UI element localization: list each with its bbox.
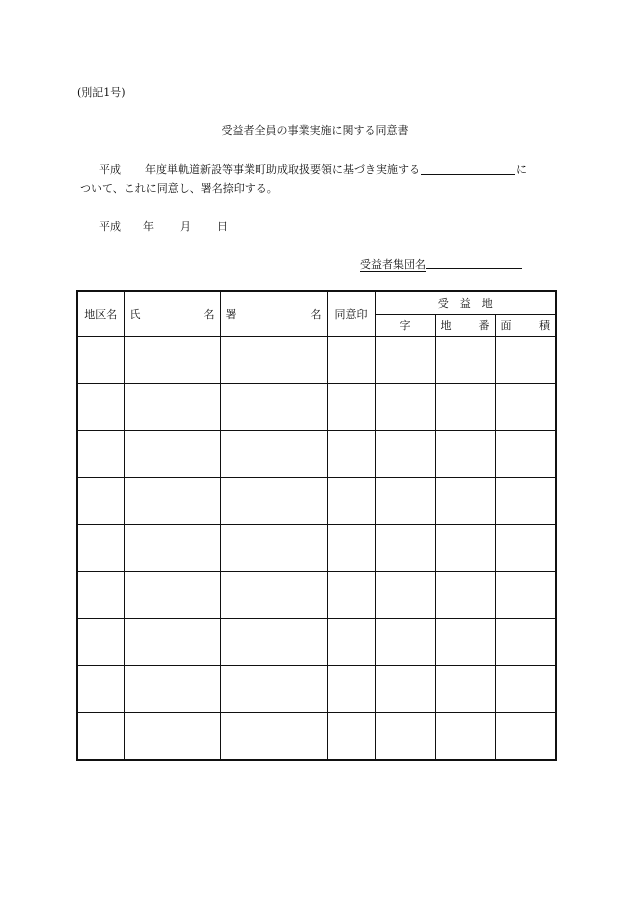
- cell-aza[interactable]: [375, 383, 435, 430]
- header-lot-number: 地 番: [435, 314, 495, 336]
- cell-lot-number[interactable]: [435, 665, 495, 712]
- table-row: [77, 524, 556, 571]
- header-seal: 同意印: [327, 291, 375, 336]
- cell-seal[interactable]: [327, 336, 375, 383]
- date-era: 平成: [99, 220, 121, 233]
- cell-lot-number[interactable]: [435, 383, 495, 430]
- paragraph-era: 平成: [99, 163, 121, 176]
- header-name: 氏 名: [124, 291, 220, 336]
- cell-seal[interactable]: [327, 712, 375, 760]
- cell-name[interactable]: [124, 430, 220, 477]
- cell-district[interactable]: [77, 477, 124, 524]
- cell-lot-number[interactable]: [435, 712, 495, 760]
- cell-aza[interactable]: [375, 430, 435, 477]
- cell-district[interactable]: [77, 336, 124, 383]
- header-signature: 署 名: [220, 291, 327, 336]
- cell-lot-number[interactable]: [435, 571, 495, 618]
- cell-district[interactable]: [77, 571, 124, 618]
- cell-area[interactable]: [495, 430, 556, 477]
- cell-area[interactable]: [495, 336, 556, 383]
- table-row: [77, 571, 556, 618]
- cell-aza[interactable]: [375, 712, 435, 760]
- date-year: 年: [143, 220, 154, 233]
- cell-district[interactable]: [77, 712, 124, 760]
- table-row: [77, 430, 556, 477]
- cell-signature[interactable]: [220, 571, 327, 618]
- table-row: [77, 618, 556, 665]
- cell-name[interactable]: [124, 712, 220, 760]
- cell-seal[interactable]: [327, 571, 375, 618]
- cell-area[interactable]: [495, 383, 556, 430]
- cell-signature[interactable]: [220, 712, 327, 760]
- cell-district[interactable]: [77, 618, 124, 665]
- cell-signature[interactable]: [220, 524, 327, 571]
- cell-district[interactable]: [77, 383, 124, 430]
- group-name-blank[interactable]: [426, 256, 522, 269]
- cell-area[interactable]: [495, 477, 556, 524]
- table-body: [77, 336, 556, 760]
- consent-table: [76, 290, 557, 761]
- paragraph-line-1: [99, 161, 527, 177]
- cell-name[interactable]: [124, 571, 220, 618]
- date-day: 日: [217, 220, 228, 233]
- cell-signature[interactable]: [220, 618, 327, 665]
- paragraph-line-2: ついて、これに同意し、署名捺印する。: [80, 182, 278, 195]
- cell-aza[interactable]: [375, 571, 435, 618]
- cell-aza[interactable]: [375, 477, 435, 524]
- cell-signature[interactable]: [220, 665, 327, 712]
- cell-signature[interactable]: [220, 430, 327, 477]
- cell-district[interactable]: [77, 524, 124, 571]
- cell-seal[interactable]: [327, 618, 375, 665]
- paragraph-line-end: に: [516, 163, 527, 176]
- header-beneficiary-land: 受 益 地: [375, 291, 556, 314]
- beneficiary-group: [360, 256, 522, 272]
- cell-signature[interactable]: [220, 477, 327, 524]
- cell-lot-number[interactable]: [435, 336, 495, 383]
- cell-aza[interactable]: [375, 618, 435, 665]
- cell-seal[interactable]: [327, 524, 375, 571]
- group-label: 受益者集団名: [360, 258, 426, 271]
- table-row: [77, 712, 556, 760]
- date-line: [99, 218, 228, 234]
- cell-lot-number[interactable]: [435, 477, 495, 524]
- cell-area[interactable]: [495, 665, 556, 712]
- cell-seal[interactable]: [327, 665, 375, 712]
- cell-seal[interactable]: [327, 477, 375, 524]
- header-area: 面 積: [495, 314, 556, 336]
- cell-district[interactable]: [77, 430, 124, 477]
- cell-aza[interactable]: [375, 665, 435, 712]
- table-row: [77, 336, 556, 383]
- cell-aza[interactable]: [375, 524, 435, 571]
- cell-area[interactable]: [495, 524, 556, 571]
- cell-seal[interactable]: [327, 430, 375, 477]
- cell-signature[interactable]: [220, 383, 327, 430]
- cell-name[interactable]: [124, 477, 220, 524]
- cell-seal[interactable]: [327, 383, 375, 430]
- cell-area[interactable]: [495, 618, 556, 665]
- header-aza: 字: [375, 314, 435, 336]
- cell-lot-number[interactable]: [435, 430, 495, 477]
- cell-name[interactable]: [124, 618, 220, 665]
- paragraph-text: 年度単軌道新設等事業町助成取扱要領に基づき実施する: [145, 163, 420, 176]
- cell-lot-number[interactable]: [435, 524, 495, 571]
- cell-aza[interactable]: [375, 336, 435, 383]
- cell-name[interactable]: [124, 336, 220, 383]
- cell-name[interactable]: [124, 383, 220, 430]
- project-name-blank[interactable]: [421, 162, 515, 175]
- table-row: [77, 477, 556, 524]
- form-number: (別記1号): [77, 86, 126, 99]
- cell-name[interactable]: [124, 524, 220, 571]
- cell-signature[interactable]: [220, 336, 327, 383]
- header-district: 地区名: [77, 291, 124, 336]
- cell-name[interactable]: [124, 665, 220, 712]
- cell-area[interactable]: [495, 712, 556, 760]
- cell-district[interactable]: [77, 665, 124, 712]
- document-title: 受益者全員の事業実施に関する同意書: [221, 124, 409, 137]
- cell-lot-number[interactable]: [435, 618, 495, 665]
- date-month: 月: [180, 220, 191, 233]
- table-row: [77, 665, 556, 712]
- table-row: [77, 383, 556, 430]
- cell-area[interactable]: [495, 571, 556, 618]
